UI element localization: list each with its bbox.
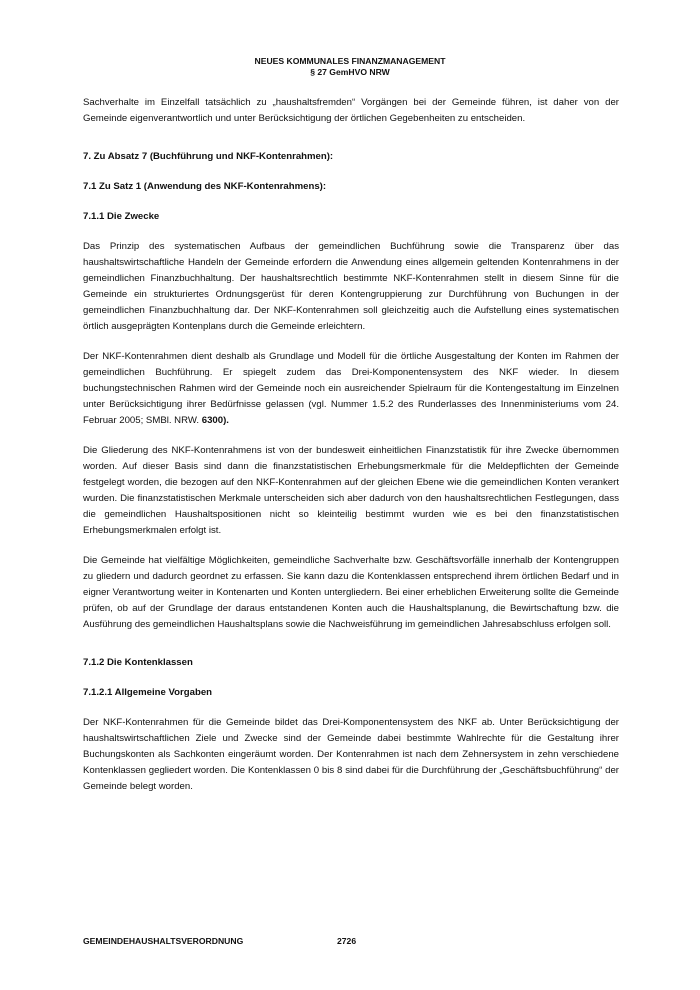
page-header	[0, 56, 700, 78]
header-title: NEUES KOMMUNALES FINANZMANAGEMENT	[254, 56, 446, 66]
paragraph-zwecke-4: Die Gemeinde hat vielfältige Möglichkeiten, gemeindliche Sachverhalte bzw. Geschäftsvorfälle innerhalb der Kontengruppen zu gliedern und dadurch geordnet zu erfassen. Sie kann dazu die Kontenklassen entsprechend ihrem örtlichen Bedarf und in eigner Verantwortung weiter in Kontenarten und Konten untergliedern. Bei einer erheblichen Erweiterung sollte die Gemeinde prüfen, ob auf der Grundlage der daraus entstandenen Konten auch die Haushaltsplanung, die Bewirtschaftung bzw. die Ausführung des gemeindlichen Haushaltsplans sowie die Nachweisführung im gemeindlichen Jahresabschluss erfolgen soll.	[83, 555, 619, 630]
page-number: 2726	[337, 936, 357, 946]
section-heading-7: 7. Zu Absatz 7 (Buchführung und NKF-Kontenrahmen):	[83, 151, 334, 162]
page-content	[83, 95, 619, 795]
section-heading-7-1-2-1: 7.1.2.1 Allgemeine Vorgaben	[83, 687, 213, 698]
paragraph-zwecke-3: Die Gliederung des NKF-Kontenrahmens ist von der bundesweit einheitlichen Finanzstatistik für ihre Zwecke übernommen worden. Auf dieser Basis sind dann die finanzstatistischen Erhebungsmerkmale für die Meldepflichten der Gemeinde festgelegt worden, die bezogen auf den NKF-Kontenrahmen auf der gleichen Ebene wie die gemeindlichen Konten verankert wurden. Die finanzstatistischen Merkmale unterscheiden sich aber dadurch von den haushaltsrechtlichen Festlegungen, dass die gemeindlichen Haushaltspositionen nicht so kleinteilig bestimmt wurden wie es bei den finanzstatistischen Erhebungsmerkmalen erfolgt ist.	[83, 445, 619, 536]
footer-title: GEMEINDEHAUSHALTSVERORDNUNG	[83, 936, 244, 946]
paragraph-zwecke-2-bold: 6300).	[201, 415, 229, 426]
section-heading-7-1-1: 7.1.1 Die Zwecke	[83, 211, 160, 222]
paragraph-zwecke-2-text: Der NKF-Kontenrahmen dient deshalb als Grundlage und Modell für die örtliche Ausgestaltung der Konten im Rahmen der gemeindlichen Buchführung. Er spiegelt zudem das Drei-Komponentensystem des NKF wieder. In diesem buchungstechnischen Rahmen wird der Gemeinde noch ein ausreichender Spielraum für die Kontengestaltung im Einzelnen unter Berücksichtigung ihrer Bedürfnisse gelassen (vgl. Nummer 1.5.2 des Runderlasses des Innenministeriums vom 24. Februar 2005; SMBl. NRW.	[83, 351, 619, 426]
paragraph-kontenklassen-1: Der NKF-Kontenrahmen für die Gemeinde bildet das Drei-Komponentensystem des NKF ab. Unter Berücksichtigung der haushaltswirtschaftlichen Ziele und Zwecke sind der Gemeinde dabei bestimmte Wahlrechte für die Gestaltung ihrer Buchungskonten als Sachkonten eingeräumt worden. Der Kontenrahmen ist nach dem Zehnersystem in zehn verschiedene Kontenklassen gegliedert worden. Die Kontenklassen 0 bis 8 sind dabei für die Durchführung der „Geschäftsbuchführung“ der Gemeinde belegt worden.	[83, 717, 619, 792]
paragraph-zwecke-1: Das Prinzip des systematischen Aufbaus der gemeindlichen Buchführung sowie die Transparenz über das haushaltswirtschaftliche Handeln der Gemeinde erfordern die Anwendung eines allgemein geltenden Kontenrahmens in der gemeindlichen Finanzbuchhaltung. Der haushaltsrechtlich bestimmte NKF-Kontenrahmen stellt in diesem Sinne für die Gemeinde ein strukturiertes Ordnungsgerüst für deren Kontengruppierung zur Durchführung von Buchungen in der gemeindlichen Finanzbuchhaltung dar. Der NKF-Kontenrahmen soll gleichzeitig auch die Aufstellung eines systematischen örtlich ausgeprägten Kontenplans durch die Gemeinde erleichtern.	[83, 241, 619, 332]
paragraph-continued: Sachverhalte im Einzelfall tatsächlich zu „haushaltsfremden“ Vorgängen bei der Gemeinde führen, ist daher von der Gemeinde eigenverantwortlich und unter Berücksichtigung der örtlichen Gegebenheiten zu entscheiden.	[83, 97, 619, 124]
section-heading-7-1-2: 7.1.2 Die Kontenklassen	[83, 657, 193, 668]
section-heading-7-1: 7.1 Zu Satz 1 (Anwendung des NKF-Kontenrahmens):	[83, 181, 327, 192]
page-footer	[83, 936, 357, 946]
header-subtitle: § 27 GemHVO NRW	[310, 67, 390, 77]
paragraph-zwecke-2	[83, 349, 619, 429]
